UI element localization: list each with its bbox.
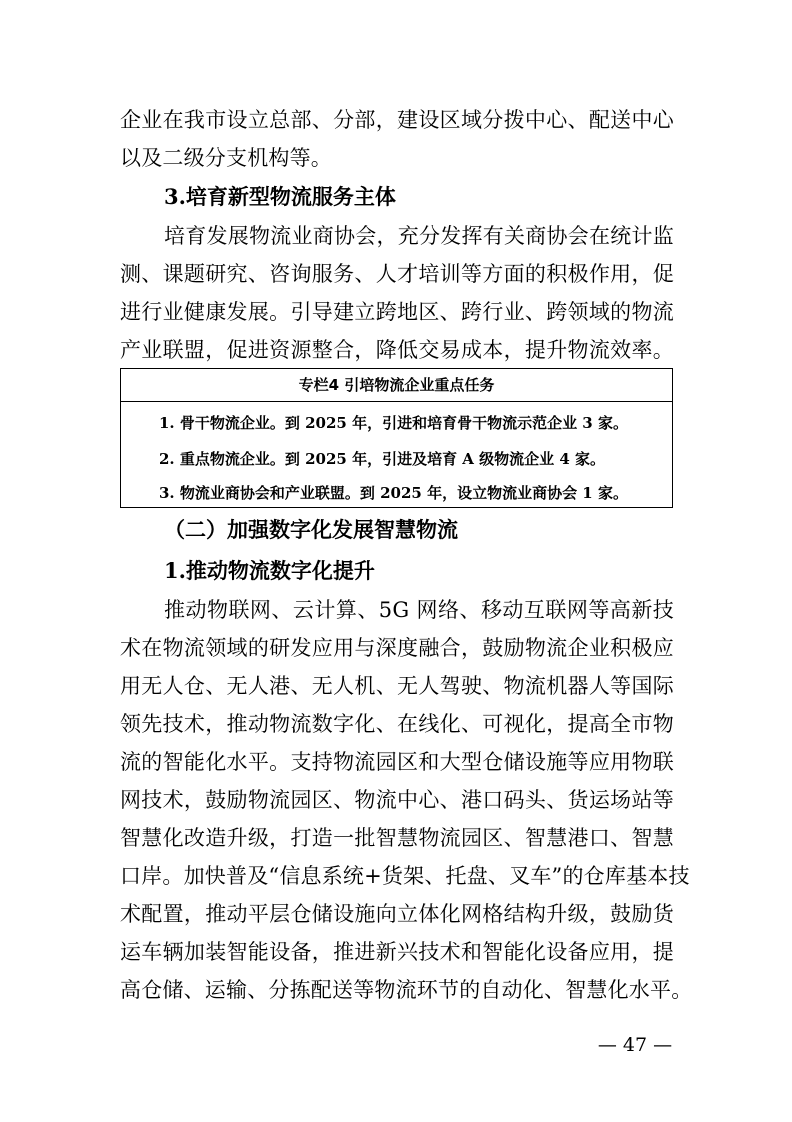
paragraph-line: 智慧化改造升级，打造一批智慧物流园区、智慧港口、智慧 xyxy=(120,826,674,850)
paragraph-line: 以及二级分支机构等。 xyxy=(120,146,332,170)
paragraph-line: 运车辆加装智能设备，推进新兴技术和智能化设备应用，提 xyxy=(120,940,674,964)
section-heading-1: 1.推动物流数字化提升 xyxy=(164,558,375,583)
paragraph-line: 口岸。加快普及“信息系统+货架、托盘、叉车”的仓库基本技 xyxy=(120,864,690,888)
paragraph-line: 流的智能化水平。支持物流园区和大型仓储设施等应用物联 xyxy=(120,750,674,774)
paragraph-line: 用无人仓、无人港、无人机、无人驾驶、物流机器人等国际 xyxy=(120,674,674,698)
paragraph-line: 产业联盟，促进资源整合，降低交易成本，提升物流效率。 xyxy=(120,338,674,362)
paragraph-line: 高仓储、运输、分拣配送等物流环节的自动化、智慧化水平。 xyxy=(120,978,693,1002)
paragraph-line: 推动物联网、云计算、5G 网络、移动互联网等高新技 xyxy=(164,598,674,622)
paragraph-line: 进行业健康发展。引导建立跨地区、跨行业、跨领域的物流 xyxy=(120,300,674,324)
paragraph-line: 测、课题研究、咨询服务、人才培训等方面的积极作用，促 xyxy=(120,262,674,286)
column-box-item: 2. 重点物流企业。到 2025 年，引进及培育 A 级物流企业 4 家。 xyxy=(159,450,606,468)
paragraph-line: 培育发展物流业商协会，充分发挥有关商协会在统计监 xyxy=(164,224,674,248)
section-heading-two: （二）加强数字化发展智慧物流 xyxy=(164,517,458,542)
paragraph-line: 企业在我市设立总部、分部，建设区域分拨中心、配送中心 xyxy=(120,108,674,132)
paragraph-line: 网技术，鼓励物流园区、物流中心、港口码头、货运场站等 xyxy=(120,788,674,812)
paragraph-line: 术配置，推动平层仓储设施向立体化网格结构升级，鼓励货 xyxy=(120,902,674,926)
section-heading-3: 3.培育新型物流服务主体 xyxy=(164,184,396,209)
column-box-item: 3. 物流业商协会和产业联盟。到 2025 年，设立物流业商协会 1 家。 xyxy=(159,484,628,502)
column-box-title: 专栏4 引培物流企业重点任务 xyxy=(121,369,672,402)
page-number: — 47 — xyxy=(597,1034,673,1056)
paragraph-line: 术在物流领域的研发应用与深度融合，鼓励物流企业积极应 xyxy=(120,636,674,660)
column-box-item: 1. 骨干物流企业。到 2025 年，引进和培育骨干物流示范企业 3 家。 xyxy=(159,414,628,432)
paragraph-line: 领先技术，推动物流数字化、在线化、可视化，提高全市物 xyxy=(120,712,674,736)
column-box xyxy=(120,368,673,508)
